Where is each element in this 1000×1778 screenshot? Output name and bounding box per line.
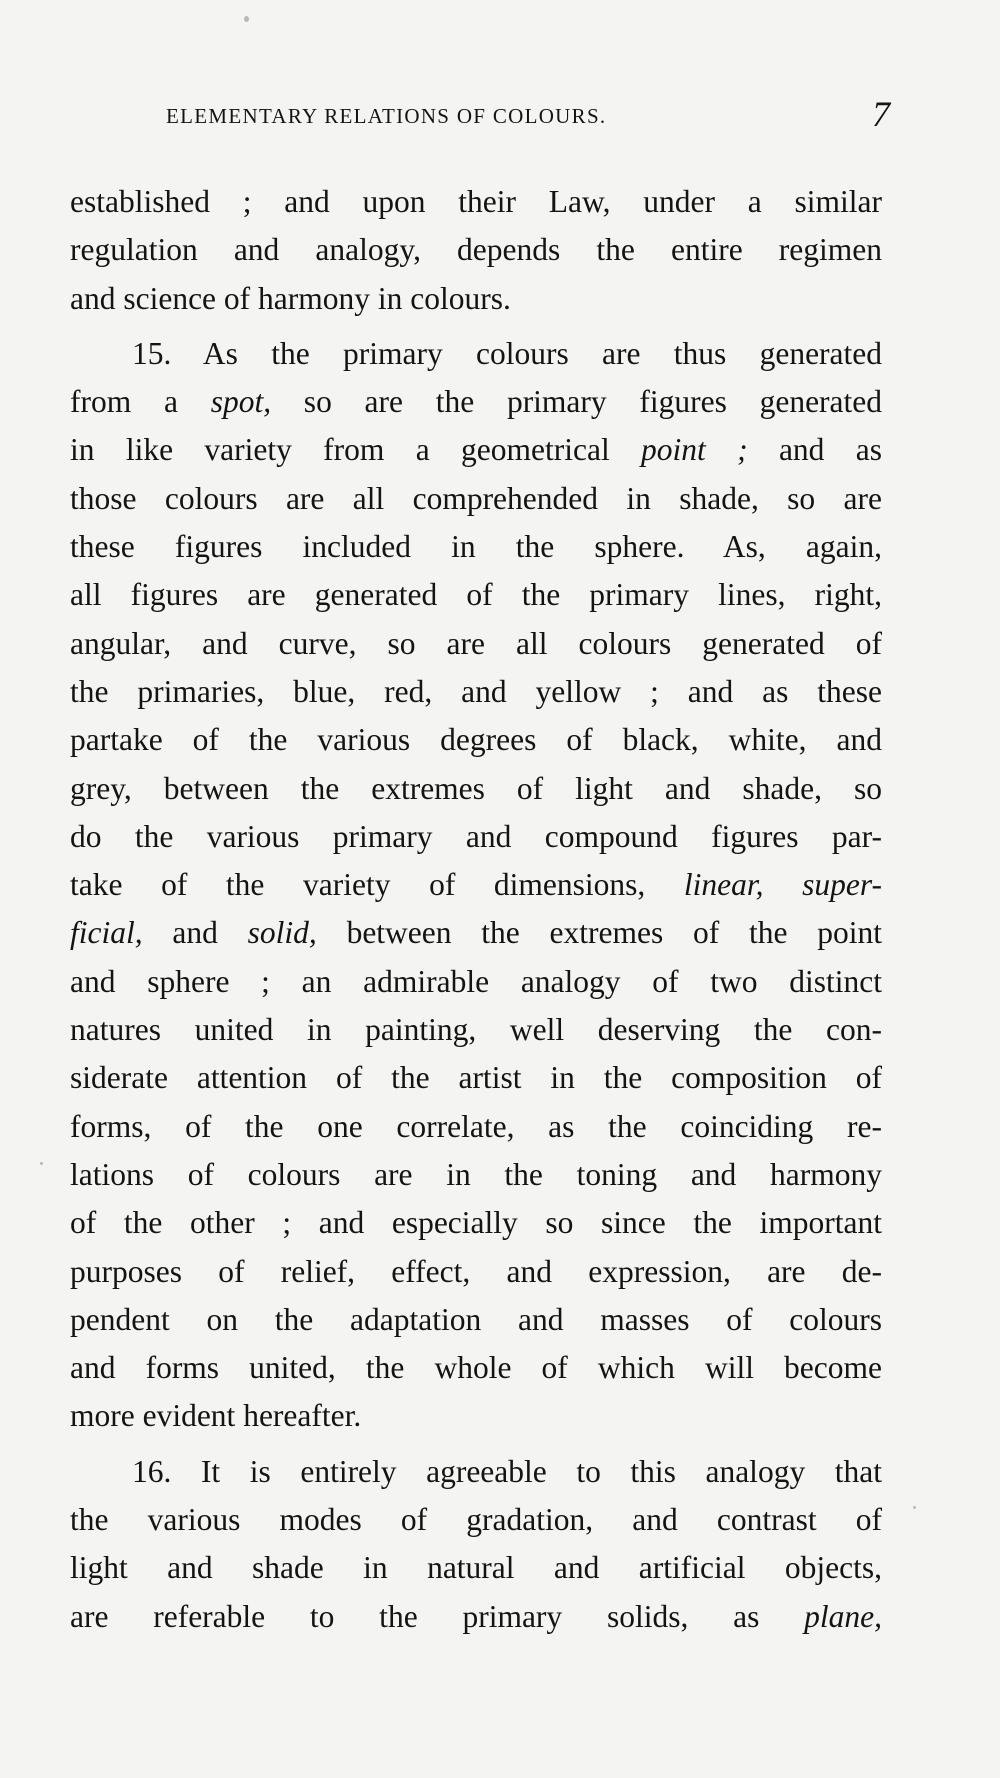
text-span: established ; and upon their Law, under a similar bbox=[70, 184, 882, 219]
paragraph-continuation bbox=[70, 178, 882, 323]
text-span: angular, and curve, so are all colours generated of bbox=[70, 625, 882, 661]
text-line bbox=[70, 1496, 882, 1544]
text-line bbox=[70, 1054, 882, 1102]
text-line bbox=[70, 1593, 882, 1641]
text-line bbox=[70, 1151, 882, 1199]
text-span: lations of colours are in the toning and harmony bbox=[70, 1156, 882, 1192]
text-span: natures united in painting, well deserving the con- bbox=[70, 1012, 882, 1048]
text-line bbox=[70, 1103, 882, 1151]
text-span: siderate attention of the artist in the composition of bbox=[70, 1060, 882, 1096]
text-span: and as bbox=[747, 432, 882, 468]
text-span: 15. As the primary colours are thus generated bbox=[132, 335, 882, 371]
text-span: the primaries, blue, red, and yellow ; and as these bbox=[70, 673, 882, 709]
text-line bbox=[70, 475, 882, 523]
text-line bbox=[70, 523, 882, 571]
text-span: are referable to the primary solids, as bbox=[70, 1598, 805, 1634]
text-line bbox=[70, 178, 882, 226]
text-line bbox=[70, 1544, 882, 1592]
text-line bbox=[70, 958, 882, 1006]
text-span: and science of harmony in colours. bbox=[70, 280, 511, 316]
text-span: regulation and analogy, depends the entire regimen bbox=[70, 232, 882, 268]
text-line bbox=[70, 226, 882, 274]
text-line bbox=[70, 765, 882, 813]
italic-span: linear, super- bbox=[683, 867, 882, 903]
text-span: take of the variety of dimensions, bbox=[70, 867, 684, 903]
text-line bbox=[70, 1344, 882, 1392]
italic-span: point ; bbox=[641, 432, 748, 468]
text-line bbox=[70, 378, 882, 426]
text-span: of the other ; and especially so since the important bbox=[70, 1205, 882, 1241]
text-line bbox=[70, 1006, 882, 1054]
text-span: pendent on the adaptation and masses of colours bbox=[70, 1301, 882, 1337]
text-line bbox=[70, 1248, 882, 1296]
text-span: and sphere ; an admirable analogy of two distinct bbox=[70, 963, 882, 999]
paragraph-16 bbox=[70, 1448, 882, 1641]
text-line bbox=[70, 426, 882, 474]
body-text bbox=[70, 178, 882, 1641]
text-line bbox=[70, 909, 882, 957]
running-head bbox=[70, 96, 890, 140]
text-span: purposes of relief, effect, and expression, are de- bbox=[70, 1253, 882, 1289]
text-line bbox=[70, 1392, 882, 1440]
text-span: those colours are all comprehended in shade, so are bbox=[70, 480, 882, 516]
paragraph-15 bbox=[70, 330, 882, 1441]
text-span: and forms united, the whole of which will become bbox=[70, 1350, 882, 1386]
text-span: so are the primary figures generated bbox=[271, 384, 883, 420]
print-speck bbox=[913, 1506, 916, 1509]
text-line bbox=[70, 668, 882, 716]
text-line bbox=[70, 813, 882, 861]
text-line bbox=[70, 716, 882, 764]
text-span: do the various primary and compound figures par- bbox=[70, 818, 882, 854]
text-line bbox=[70, 1448, 882, 1496]
text-span: more evident hereafter. bbox=[70, 1398, 362, 1434]
text-line bbox=[70, 620, 882, 668]
text-span: the various modes of gradation, and contrast of bbox=[70, 1502, 882, 1538]
text-span: and bbox=[142, 915, 248, 951]
text-span: these figures included in the sphere. As, again, bbox=[70, 529, 882, 565]
text-line bbox=[70, 330, 882, 378]
page-number: 7 bbox=[872, 94, 890, 134]
text-span: partake of the various degrees of black, white, and bbox=[70, 722, 882, 758]
italic-span: solid, bbox=[247, 915, 317, 951]
italic-span: spot, bbox=[210, 384, 272, 420]
text-span: in like variety from a geometrical bbox=[70, 432, 642, 468]
text-span: 16. It is entirely agreeable to this analogy that bbox=[132, 1453, 882, 1489]
text-span: grey, between the extremes of light and shade, so bbox=[70, 770, 882, 806]
text-span: between the extremes of the point bbox=[316, 915, 883, 951]
text-span: light and shade in natural and artificial objects, bbox=[70, 1550, 882, 1586]
text-line bbox=[70, 861, 882, 909]
running-title: ELEMENTARY RELATIONS OF COLOURS. bbox=[166, 104, 607, 128]
italic-span: ficial, bbox=[70, 915, 143, 951]
print-speck bbox=[244, 16, 249, 22]
print-speck bbox=[40, 1162, 43, 1165]
text-line bbox=[70, 571, 882, 619]
text-span: from a bbox=[70, 384, 211, 420]
text-span: forms, of the one correlate, as the coinciding re- bbox=[70, 1108, 882, 1144]
italic-span: plane, bbox=[804, 1598, 882, 1634]
text-span: all figures are generated of the primary lines, right, bbox=[70, 577, 882, 613]
text-line bbox=[70, 275, 882, 323]
text-line bbox=[70, 1199, 882, 1247]
text-line bbox=[70, 1296, 882, 1344]
